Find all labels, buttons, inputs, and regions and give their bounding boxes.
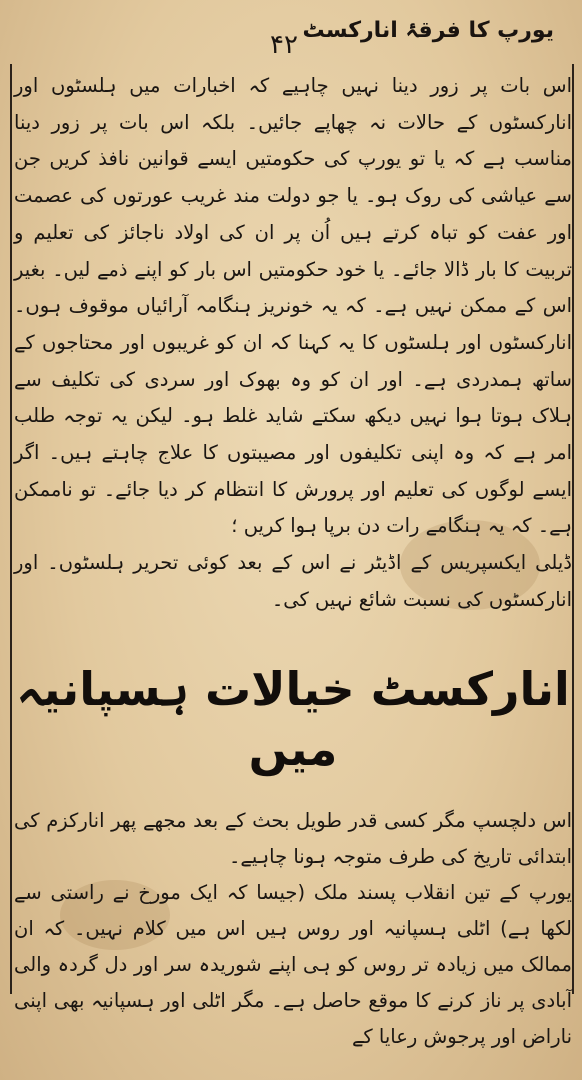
page-number: ۴۲ xyxy=(270,30,298,60)
running-title: یورپ کا فرقۂ انارکسٹ xyxy=(302,18,554,43)
editor-note: ڈیلی ایکسپریس کے اڈیٹر نے اس کے بعد کوئی تحریر ہلسٹوں۔ اور انارکسٹوں کی نسبت شائع نہیں کی۔ xyxy=(14,551,572,611)
body-paragraph: یورپ کے تین انقلاب پسند ملک (جیسا کہ ایک مورخ نے راستی سے لکھا ہے) اٹلی ہسپانیہ اور روس ہیں اس میں کلام نہیں۔ کہ ان ممالک میں زیادہ تر روس کو ہی اپنے شوریدہ سر اور دل گردہ والی آبادی پر ناز کرنے کا موقع حاصل ہے۔ مگر اٹلی اور ہسپانیہ بھی اپنی ناراض اور پرجوش رعایا کے xyxy=(14,880,572,1048)
body-paragraph: اس دلچسپ مگر کسی قدر طویل بحث کے بعد مجھے پھر انارکزم کی ابتدائی تاریخ کی طرف متوجہ ہونا چاہیے۔ xyxy=(14,808,572,868)
article-body xyxy=(14,68,572,1055)
body-paragraph: اس بات پر زور دینا نہیں چاہیے کہ اخبارات میں ہلسٹوں اور انارکسٹوں کے حالات نہ چھاپے جائیں۔ بلکہ اس بات پر زور دینا مناسب ہے کہ یا تو یورپ کی حکومتیں ایسے قوانین نافذ کریں جن سے عیاشی کی روک ہو۔ یا جو دولت مند غریب عورتوں کی عصمت اور عفت کو تباہ کرتے ہیں اُن پر ان کی اولاد ناجائز کی تعلیم و تربیت کا بار ڈالا جائے۔ یا خود حکومتیں اس بار کو اپنے ذمے لیں۔ بغیر اس کے ممکن نہیں ہے۔ کہ یہ خونریز ہنگامہ آرائیاں موقوف ہوں۔ انارکسٹوں اور ہلسٹوں کا یہ کہنا کہ ان کو غریبوں اور محتاجوں کے ساتھ ہمدردی ہے۔ اور ان کو وہ بھوک اور سردی کی تکلیف سے ہلاک ہوتا ہوا نہیں دیکھ سکتے شاید غلط ہو۔ لیکن یہ توجہ طلب امر ہے کہ وہ اپنی تکلیفوں اور مصیبتوں کا علاج چاہتے ہیں۔ اگر ایسے لوگوں کی تعلیم اور پرورش کا انتظام کر دیا جائے۔ تو ناممکن ہے۔ کہ یہ ہنگامے رات دن برپا ہوا کریں ؛ xyxy=(14,74,572,538)
page-header xyxy=(20,8,562,60)
section-heading: انارکسٹ خیالات ہسپانیہ میں xyxy=(16,661,570,776)
